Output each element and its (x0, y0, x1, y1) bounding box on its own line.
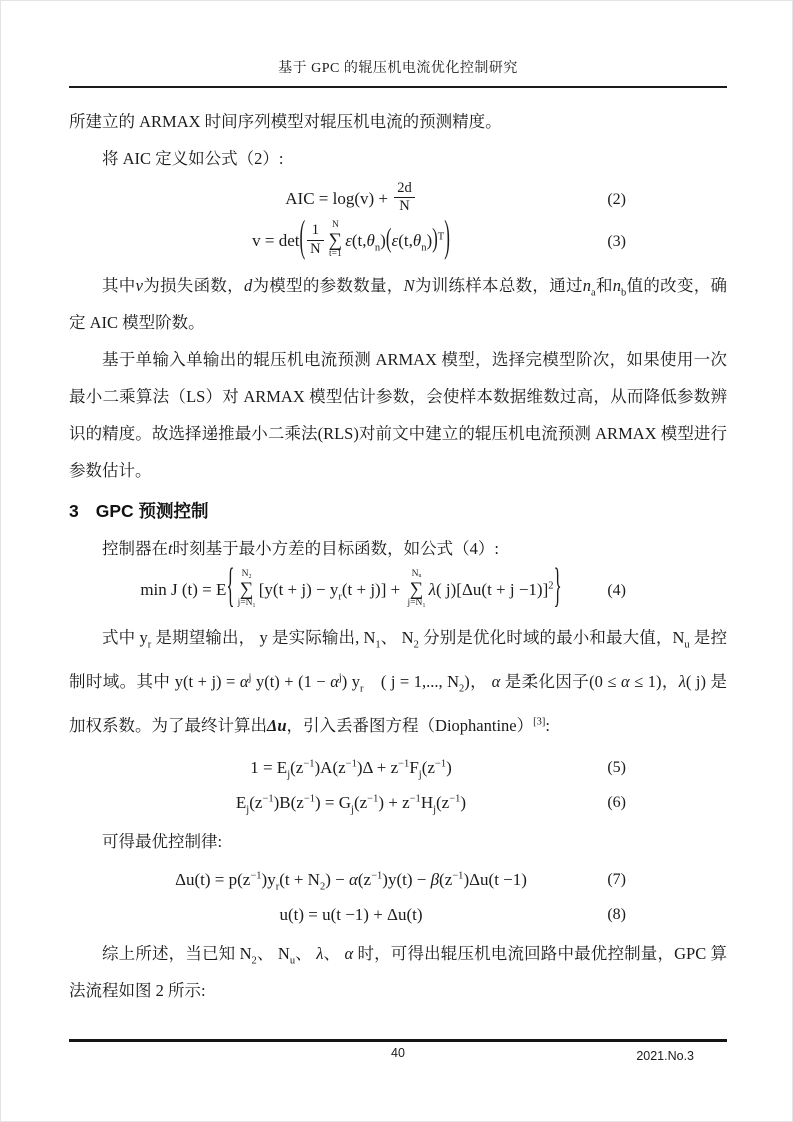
section-title: GPC 预测控制 (95, 500, 209, 521)
equation (69, 753, 727, 783)
equation (69, 865, 727, 895)
bracket: } (553, 558, 562, 612)
subscript: b (621, 287, 627, 299)
text-run: d (243, 275, 253, 295)
equation-number: (5) (607, 758, 626, 776)
text-run: α (491, 671, 501, 691)
text-run: E (235, 792, 247, 812)
bracket: ) (444, 211, 450, 262)
equation (69, 900, 727, 930)
subscript: 2 (251, 954, 257, 966)
text-run: α (239, 671, 249, 691)
paragraph (69, 616, 727, 748)
superscript: −1 (303, 793, 315, 804)
equation (69, 211, 727, 262)
section-heading (69, 498, 727, 523)
text-run: )y (261, 869, 276, 889)
subscript: 2 (413, 638, 419, 650)
text-run: α (330, 671, 339, 691)
text-run: 分别是优化时域的最小和最大值，N (418, 627, 685, 647)
text-run: 是柔化因子(0 ≤ (500, 671, 621, 691)
superscript: −1 (371, 870, 383, 881)
equation (69, 788, 727, 818)
superscript: −1 (452, 870, 464, 881)
superscript: [3] (533, 716, 546, 728)
text-run: y(t) + (1 − (251, 671, 331, 691)
text-run: 其中 (102, 275, 136, 295)
text-run: (z (353, 792, 368, 812)
equation-number: (3) (607, 233, 626, 251)
running-title: 基于 GPC 的辊压机电流优化控制研究 (278, 61, 518, 76)
equation-body (235, 792, 467, 816)
text-run: (t + N (279, 869, 320, 889)
equation-body (175, 869, 527, 893)
text-run: : (545, 715, 550, 735)
text-run: 时，可得出辊压机电流回路中最优控制量，GPC 算法流程如图 2 所示: (69, 943, 728, 1000)
text-run: λ (678, 671, 686, 691)
bracket: ( (385, 223, 392, 254)
text-run: β (430, 869, 440, 889)
text-run: 将 AIC 定义如公式（2）: (102, 149, 284, 168)
equation-number: (2) (607, 190, 626, 208)
subscript: 2 (459, 682, 465, 694)
text-run: ( j) 是加权系数。为了最终计算出 (69, 671, 727, 735)
text-run: 是控制时域。其中 y(t + j) = (69, 627, 728, 691)
subscript: j (418, 769, 422, 781)
equation-body (252, 211, 450, 262)
text-run: 和 (595, 275, 613, 295)
text-run: (z (357, 869, 372, 889)
text-run: ( j)[Δu(t + j −1)] (436, 580, 549, 600)
text-run: 时刻基于最小方差的目标函数，如公式（4）: (172, 538, 499, 558)
paragraph (69, 140, 727, 177)
text-run: )A(z (314, 757, 346, 777)
superscript: −1 (345, 758, 357, 769)
text-run: λ (428, 580, 437, 600)
page-footer (69, 1039, 727, 1063)
text-run: N (403, 275, 415, 295)
text-run: ε (391, 231, 399, 251)
paragraph (69, 530, 727, 567)
paragraph (69, 935, 727, 1009)
text-run: ε (345, 231, 352, 251)
text-run: ) y (341, 671, 361, 691)
superscript: −1 (250, 870, 262, 881)
text-run: 为训练样本总数，通过 (414, 275, 583, 295)
text-run: 基于单输入单输出的辊压机电流预测 ARMAX 模型，选择完模型阶次，如果使用一次最小二乘算法（LS）对 ARMAX 模型估计参数，会使样本数据维数过高，从而降低参数辨识的精度。故选择递推最小二乘法(RLS)对前文中建立的辊压机电流预测 ARMAX 模型进行参数估计。 (69, 349, 727, 480)
text-run: v (135, 275, 143, 295)
subscript: r (147, 638, 152, 650)
text-run: Δu(t) = p(z (175, 869, 251, 889)
superscript: −1 (262, 793, 274, 804)
subscript: r (338, 591, 342, 603)
superscript: −1 (409, 793, 421, 804)
superscript: −1 (367, 793, 379, 804)
summation-operator: N₂ ∑ j=N₁ (237, 568, 256, 608)
page-header (69, 57, 727, 88)
subscript: r (360, 682, 364, 694)
text-run: (t, (398, 231, 413, 251)
section-number: 3 (69, 500, 79, 521)
summation-operator: N ∑ t=1 (328, 219, 343, 259)
text-run: 控制器在 (102, 538, 168, 558)
text-run: ) (446, 757, 452, 777)
text-run: α (620, 671, 630, 691)
superscript: −1 (303, 758, 315, 769)
paragraph (69, 267, 727, 341)
subscript: j (433, 804, 437, 816)
text-run: 是期望输出， y 是实际输出, N (151, 627, 376, 647)
equation (69, 182, 727, 218)
superscript: T (437, 231, 445, 243)
page-content (69, 103, 727, 1009)
bracket: ) (432, 223, 438, 254)
text-run: (z (421, 757, 435, 777)
equation-number: (6) (607, 793, 626, 811)
text-run: (z (439, 869, 453, 889)
text-run: (t + j)] + (341, 580, 405, 600)
bracket: ( (299, 211, 306, 262)
text-run: v = det (252, 231, 300, 251)
text-run: min J (t) = E (140, 580, 227, 600)
text-run: 所建立的 ARMAX 时间序列模型对辊压机电流的预测精度。 (69, 112, 502, 131)
text-run: u(t) = u(t −1) + Δu(t) (279, 904, 423, 924)
text-run: )B(z (273, 792, 304, 812)
text-run: 为损失函数， (142, 275, 244, 295)
equation-number: (8) (607, 905, 626, 923)
text-run: 可得最优控制律: (102, 831, 223, 851)
text-run: ) (426, 231, 433, 251)
superscript: j (248, 672, 252, 684)
text-run: (z (249, 792, 263, 812)
text-run: ，引入丢番图方程（Diophantine） (286, 715, 534, 735)
paragraph (69, 103, 727, 140)
text-run: 、 N (256, 943, 290, 963)
subscript: u (289, 954, 296, 966)
text-run: t (168, 538, 173, 558)
text-run: 、 (323, 943, 345, 963)
superscript: −1 (434, 758, 447, 769)
subscript: u (684, 638, 690, 650)
bracket: { (226, 558, 235, 612)
page-number: 40 (391, 1046, 405, 1060)
issue-label: 2021.No.3 (636, 1049, 694, 1063)
text-run: )， (464, 671, 492, 691)
paragraph (69, 823, 727, 860)
text-run: )y(t) − (382, 869, 431, 889)
equation-body (250, 757, 452, 781)
text-run: (z (436, 792, 450, 812)
text-run: (z (290, 757, 304, 777)
equation-body (279, 905, 422, 924)
equation-body (140, 558, 562, 612)
equation-number: (4) (607, 582, 626, 600)
text-run: 值的改变，确定 AIC 模型阶数。 (69, 275, 728, 332)
text-run: Δu (267, 715, 287, 735)
text-run: ) + z (378, 792, 410, 812)
text-run: [y(t + j) − y (258, 580, 339, 600)
equation-number: (7) (607, 870, 626, 888)
text-run: 、 (295, 943, 317, 963)
text-run: ) (380, 231, 386, 251)
text-run: θ (412, 231, 422, 251)
text-run: ) = G (315, 792, 352, 812)
equation (69, 558, 727, 612)
text-run: θ (366, 231, 375, 251)
text-run: ) − (325, 869, 349, 889)
text-run: n (612, 275, 622, 295)
text-run: 、 N (380, 627, 414, 647)
text-run: )Δ + z (356, 757, 399, 777)
superscript: 2 (548, 580, 554, 592)
text-run: α (344, 943, 354, 963)
subscript: j (287, 769, 291, 781)
fraction: $\frac{2d}{N}$ (394, 180, 415, 216)
subscript: n (421, 242, 427, 254)
text-run: )Δu(t −1) (463, 869, 527, 889)
subscript: 1 (375, 638, 381, 650)
text-run: 综上所述，当已知 N (102, 943, 252, 963)
text-run: 1 = E (250, 757, 288, 777)
superscript: −1 (449, 793, 461, 804)
subscript: 2 (319, 881, 326, 893)
subscript: j (351, 804, 354, 816)
text-run: ) (460, 792, 467, 812)
text-run: n (582, 275, 592, 295)
text-run: F (409, 757, 419, 777)
text-run: H (420, 792, 434, 812)
subscript: n (374, 242, 381, 254)
text-run: ( j = 1,..., N (363, 671, 460, 691)
text-run: 式中 y (102, 627, 148, 647)
text-run: λ (316, 943, 324, 963)
text-run: 为模型的参数数量， (252, 275, 404, 295)
text-run: α (348, 869, 358, 889)
superscript: j (338, 672, 342, 684)
subscript: r (275, 881, 280, 893)
text-run: (t, (351, 231, 367, 251)
summation-operator: Nᵤ ∑ j=N₁ (407, 568, 426, 608)
subscript: j (246, 804, 250, 816)
subscript: a (591, 287, 596, 299)
fraction: $\frac{1}{N}$ (307, 222, 323, 258)
superscript: −1 (398, 758, 410, 769)
text-run: ≤ 1)， (629, 671, 679, 691)
paragraph (69, 341, 727, 489)
text-run: AIC = log(v) + (285, 188, 393, 208)
